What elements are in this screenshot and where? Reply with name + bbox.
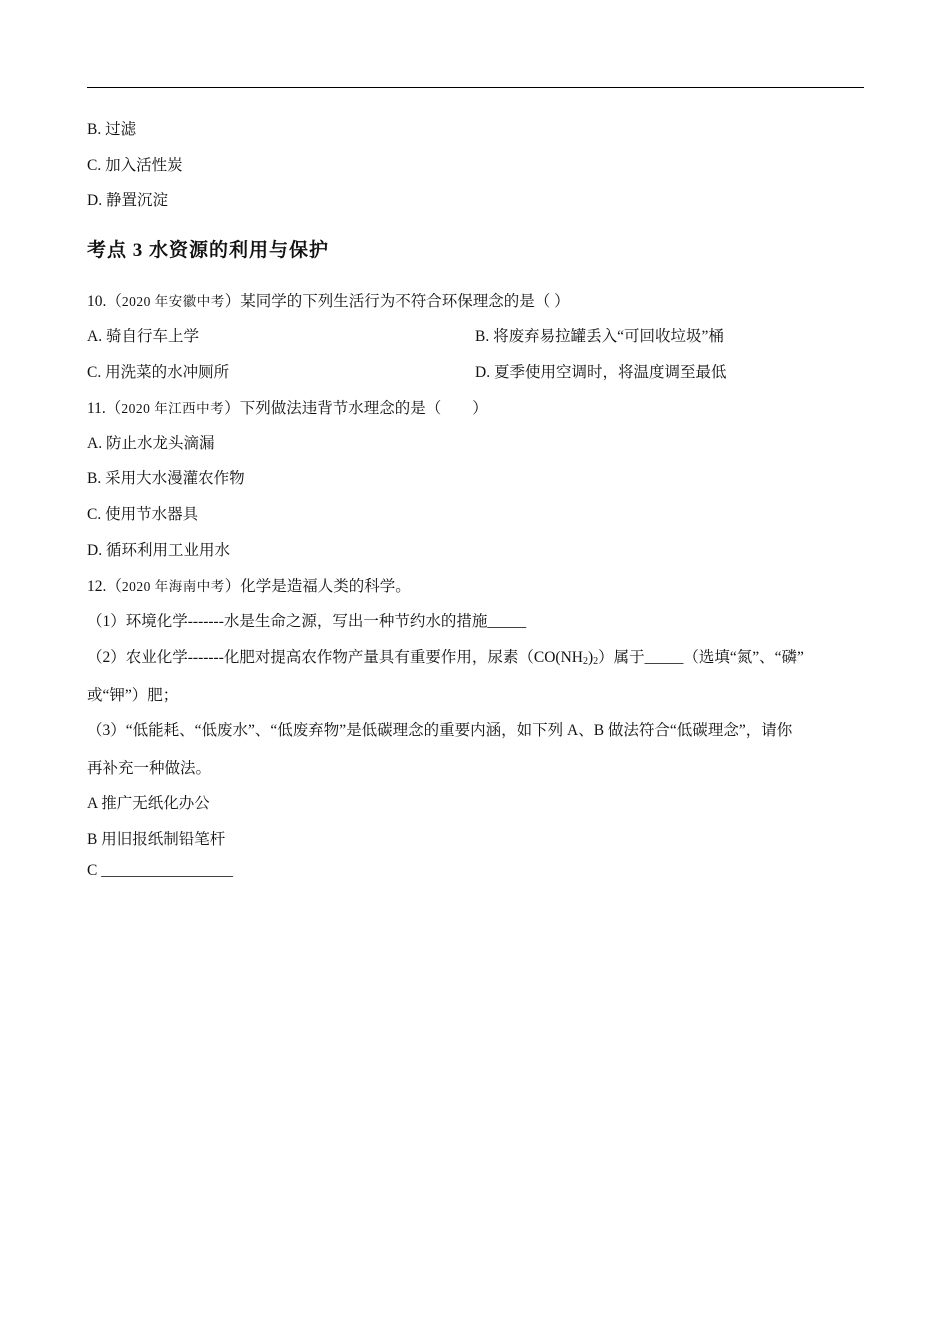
question-source: 2020 年江西中考 (121, 401, 225, 416)
question-source: 2020 年安徽中考 (121, 294, 225, 309)
question-11 (87, 396, 488, 418)
section-heading: 考点 3 水资源的利用与保护 (87, 240, 330, 261)
question-number: 10.（ (87, 293, 122, 310)
q12-part-3-continued: 再补充一种做法。 (87, 760, 212, 777)
question-number: 11.（ (87, 400, 122, 417)
header-rule (87, 87, 864, 88)
question-12 (87, 574, 411, 596)
q11-option-d: D. 循环利用工业用水 (87, 542, 230, 559)
option-b: B. 过滤 (87, 121, 137, 138)
question-10 (87, 289, 570, 311)
q12-item-c: C _________________ (87, 862, 233, 879)
q10-option-c: C. 用洗菜的水冲厕所 (87, 364, 230, 381)
q10-option-a: A. 骑自行车上学 (87, 328, 199, 345)
option-c: C. 加入活性炭 (87, 157, 183, 174)
question-number: 12.（ (87, 578, 122, 595)
q12-part-1: （1）环境化学-------水是生命之源，写出一种节约水的措施_____ (87, 613, 527, 630)
q12-item-a: A 推广无纸化办公 (87, 795, 210, 812)
q12-part-2: （2）农业化学-------化肥对提高农作物产量具有重要作用，尿素$(CO(NH_2)_2)$属于_____（选填“氮”、“磷” (87, 649, 804, 667)
question-stem: ）某同学的下列生活行为不符合环保理念的是（ ） (224, 293, 570, 310)
q11-option-b: B. 采用大水漫灌农作物 (87, 470, 245, 487)
q10-option-b: B. 将废弃易拉罐丢入“可回收垃圾”桶 (475, 328, 724, 345)
q11-option-c: C. 使用节水器具 (87, 506, 199, 523)
question-stem: ）下列做法违背节水理念的是（ ） (224, 400, 488, 417)
q10-option-d: D. 夏季使用空调时，将温度调至最低 (475, 364, 727, 381)
q12-part-2-continued: 或“钾”）肥； (87, 687, 179, 704)
question-source: 2020 年海南中考 (121, 579, 225, 594)
q11-option-a: A. 防止水龙头滴漏 (87, 435, 215, 452)
q12-item-b: B 用旧报纸制铅笔杆 (87, 831, 226, 848)
option-d: D. 静置沉淀 (87, 192, 168, 209)
q12-part-3: （3）“低能耗、“低废水”、“低废弃物”是低碳理念的重要内涵，如下列 A、B 做法符合“低碳理念”，请你 (87, 722, 793, 739)
question-stem: ）化学是造福人类的科学。 (224, 578, 411, 595)
